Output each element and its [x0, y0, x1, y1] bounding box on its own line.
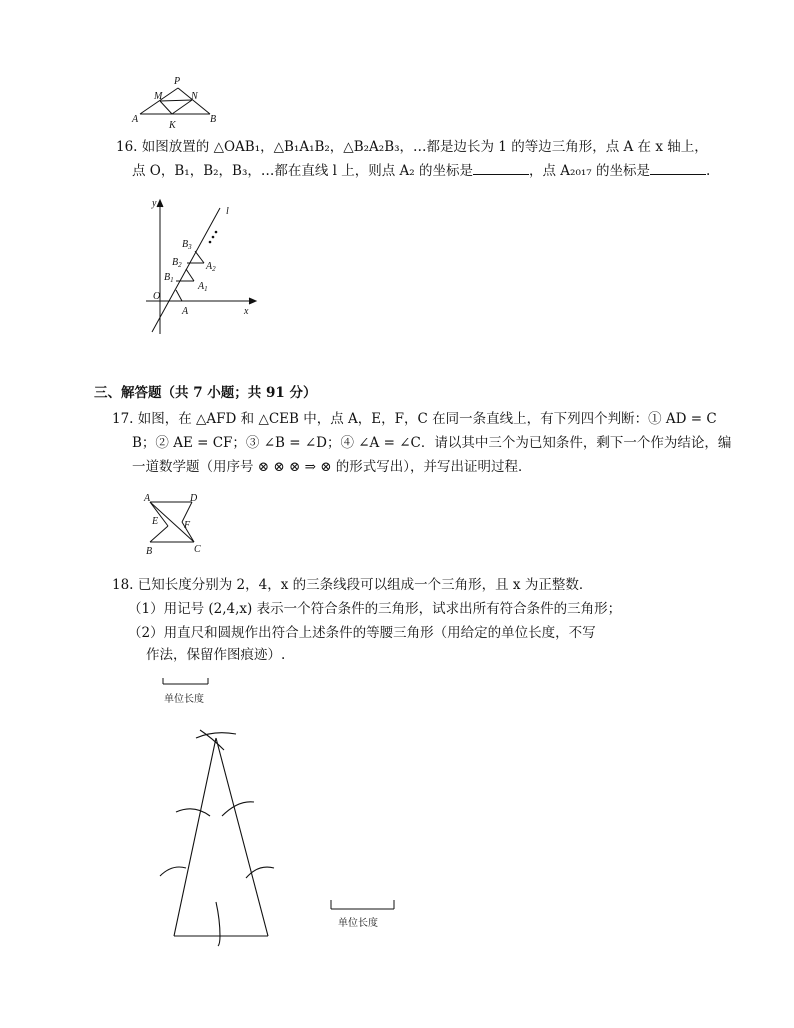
label-F: F: [184, 520, 191, 531]
q18-sub2a: （2）用直尺和圆规作出符合上述条件的等腰三角形（用给定的单位长度，不写: [128, 625, 596, 641]
label-N: N: [191, 91, 198, 102]
q16-text-1: 如图放置的 △OAB₁，△B₁A₁B₂，△B₂A₂B₃，…都是边长为 1 的等边三角形，点 A 在 x 轴上，: [141, 139, 708, 155]
unit-length-label-2: 单位长度: [338, 918, 378, 929]
unit-length-label-1: 单位长度: [164, 694, 204, 705]
q16-line1: [116, 138, 708, 156]
q16-figure: [140, 196, 270, 338]
q16-text-2c: .: [705, 163, 711, 179]
label-E: E: [152, 516, 159, 527]
q16-number: 16.: [116, 139, 138, 155]
label-B: B: [146, 546, 153, 557]
q18-sub2b: 作法，保留作图痕迹）.: [146, 647, 286, 663]
q18-line1: 18. 已知长度分别为 2，4，x 的三条线段可以组成一个三角形，且 x 为正整数．: [112, 577, 593, 593]
q16-text-2b: ，点 A₂₀₁₇ 的坐标是: [529, 163, 650, 179]
label-A: A: [182, 306, 189, 317]
label-A2: $A_2$: [206, 261, 216, 273]
label-C: C: [194, 544, 201, 555]
label-D: D: [190, 493, 198, 504]
isosceles-construction: [150, 724, 300, 946]
q16-answer-blank-1[interactable]: [473, 162, 529, 175]
q18-sub1: （1）用记号 (2,4,x) 表示一个符合条件的三角形，试求出所有符合条件的三角形；: [128, 601, 622, 617]
q17-figure: [140, 490, 220, 558]
label-A1: $A_1$: [198, 281, 208, 293]
label-A: A: [144, 493, 151, 504]
label-B3: $B_3$: [182, 239, 192, 251]
label-B: B: [210, 114, 217, 125]
label-K: K: [169, 120, 176, 131]
q17-line3: 一道数学题（用序号 ⊗ ⊗ ⊗ ⇒ ⊗ 的形式写出），并写出证明过程．: [132, 459, 532, 475]
q16-text-2a: 点 O，B₁，B₂，B₃，…都在直线 l 上，则点 A₂ 的坐标是: [132, 163, 473, 179]
label-A: A: [132, 114, 139, 125]
unit-length-bar-1: [162, 676, 212, 686]
q15-figure: [130, 74, 220, 130]
q17-line2: B；② AE = CF；③ ∠B = ∠D；④ ∠A = ∠C．请以其中三个为已知条件，剩下一个作为结论，编: [132, 435, 732, 451]
label-B2: $B_2$: [172, 257, 182, 269]
label-P: P: [174, 76, 181, 87]
line-l-label: l: [226, 206, 229, 217]
label-B1: $B_1$: [164, 272, 174, 284]
section-3-title: 三、解答题（共 7 小题；共 91 分）: [94, 385, 317, 401]
unit-length-bar-2: [330, 898, 400, 912]
q16-answer-blank-2[interactable]: [650, 162, 706, 175]
label-O: O: [153, 291, 161, 302]
label-M: M: [154, 91, 163, 102]
axis-x-label: x: [244, 306, 249, 317]
q16-line2: [132, 162, 710, 180]
q17-line1: 17. 如图，在 △AFD 和 △CEB 中，点 A，E，F，C 在同一条直线上，有下列四个判断：① AD = C: [112, 411, 717, 427]
axis-y-label: y: [152, 198, 157, 209]
